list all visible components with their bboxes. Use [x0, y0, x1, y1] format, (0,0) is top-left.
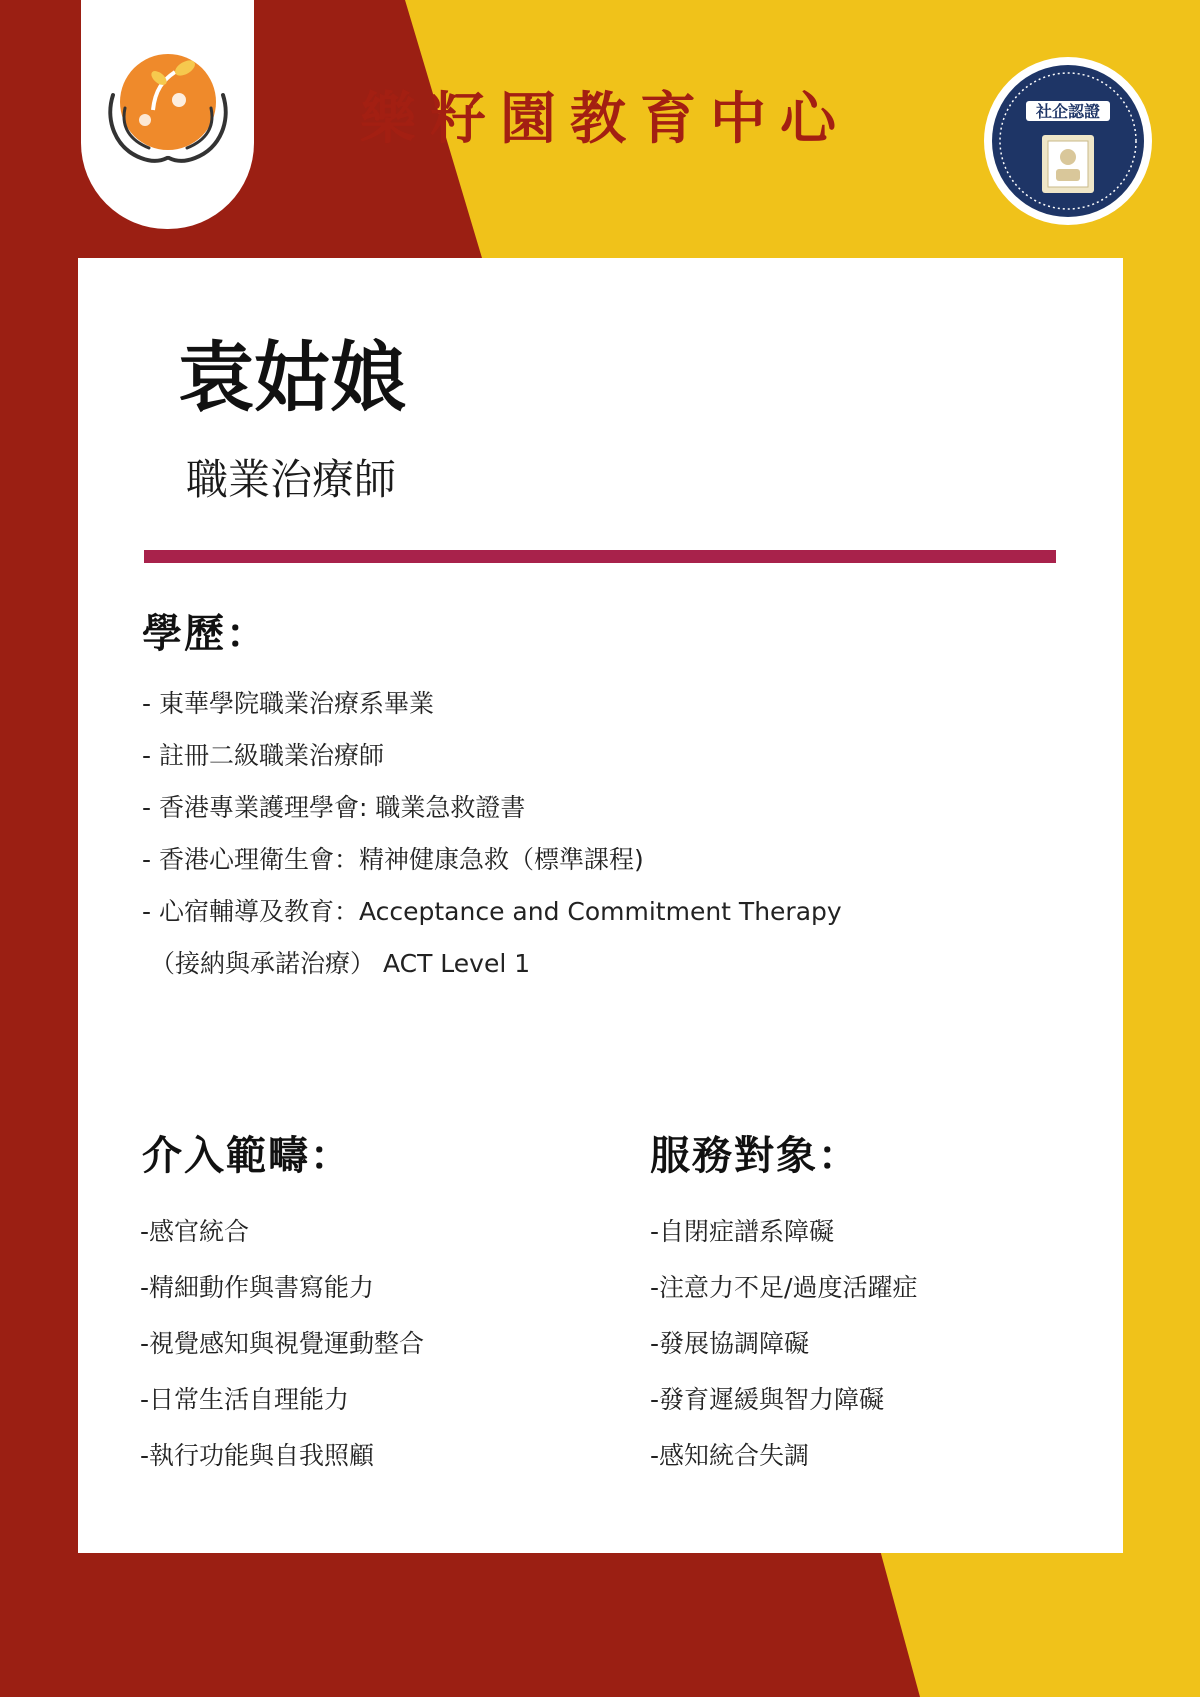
service-targets-heading: 服務對象：	[650, 1133, 860, 1179]
profile-card	[78, 258, 1123, 1553]
service-targets-list	[650, 1204, 917, 1484]
badge-label: 社企認證	[1035, 102, 1101, 121]
intervention-item: -感官統合	[140, 1217, 250, 1246]
education-item: - 東華學院職業治療系畢業	[142, 689, 434, 718]
logo-badge	[81, 0, 254, 229]
education-item: - 香港心理衛生會：精神健康急救（標準課程)	[142, 845, 644, 874]
therapist-name: 袁姑娘	[178, 333, 406, 422]
intervention-item: -精細動作與書寫能力	[140, 1273, 375, 1302]
intervention-item: -視覺感知與視覺運動整合	[140, 1329, 425, 1358]
service-target-item: -自閉症譜系障礙	[650, 1217, 835, 1246]
service-target-item: -感知統合失調	[650, 1441, 810, 1470]
education-item: - 註冊二級職業治療師	[142, 741, 384, 770]
service-target-item: -發展協調障礙	[650, 1329, 810, 1358]
education-item: - 心宿輔導及教育：Acceptance and Commitment Therapy	[142, 897, 842, 926]
service-target-item: -注意力不足/過度活躍症	[650, 1273, 918, 1302]
education-list	[142, 678, 842, 990]
education-item: （接納與承諾治療） ACT Level 1	[150, 949, 531, 978]
organization-title: 樂籽園教育中心	[360, 87, 850, 152]
intervention-heading: 介入範疇：	[142, 1133, 352, 1179]
education-heading: 學歷：	[142, 611, 268, 657]
intervention-item: -執行功能與自我照顧	[140, 1441, 375, 1470]
therapist-title: 職業治療師	[186, 455, 397, 504]
certification-badge-icon	[982, 55, 1154, 227]
intervention-item: -日常生活自理能力	[140, 1385, 350, 1414]
education-item: - 香港專業護理學會: 職業急救證書	[142, 793, 526, 822]
hands-seedling-logo	[93, 40, 243, 180]
divider	[144, 550, 1056, 563]
service-target-item: -發育遲緩與智力障礙	[650, 1385, 885, 1414]
intervention-list	[140, 1204, 424, 1484]
